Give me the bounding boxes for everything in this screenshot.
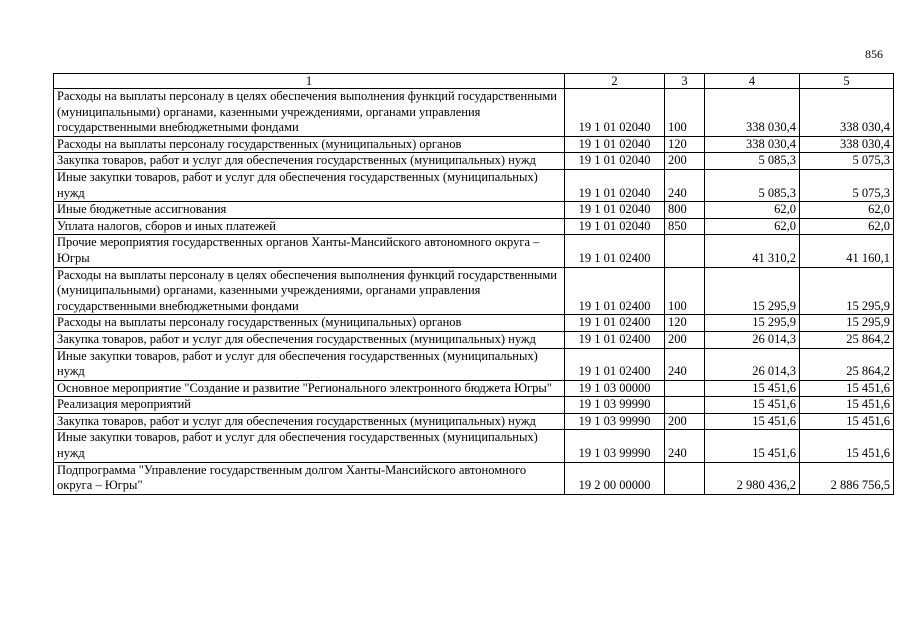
table-row — [54, 430, 894, 462]
row-name-cell: Иные закупки товаров, работ и услуг для обеспечения государственных (муниципальных) нужд — [54, 348, 565, 380]
row-code-cell: 19 1 03 99990 — [565, 397, 665, 414]
row-name-cell: Закупка товаров, работ и услуг для обеспечения государственных (муниципальных) нужд — [54, 331, 565, 348]
budget-table — [53, 73, 894, 495]
row-kind-cell: 100 — [665, 89, 705, 137]
row-name-cell: Иные закупки товаров, работ и услуг для обеспечения государственных (муниципальных) нужд — [54, 430, 565, 462]
row-value-col5-cell: 41 160,1 — [800, 235, 894, 267]
row-value-col4-cell: 15 295,9 — [705, 315, 800, 332]
row-kind-cell: 240 — [665, 430, 705, 462]
row-value-col4-cell: 338 030,4 — [705, 136, 800, 153]
table-row — [54, 89, 894, 137]
row-kind-cell: 200 — [665, 413, 705, 430]
row-value-col5-cell: 15 295,9 — [800, 267, 894, 315]
row-value-col5-cell: 15 451,6 — [800, 430, 894, 462]
row-value-col5-cell: 25 864,2 — [800, 348, 894, 380]
column-header-3: 3 — [665, 74, 705, 89]
table-row — [54, 153, 894, 170]
table-row — [54, 413, 894, 430]
row-code-cell: 19 1 01 02040 — [565, 136, 665, 153]
table-row — [54, 136, 894, 153]
row-code-cell: 19 1 01 02400 — [565, 348, 665, 380]
row-value-col4-cell: 2 980 436,2 — [705, 462, 800, 494]
column-header-1: 1 — [54, 74, 565, 89]
column-header-2: 2 — [565, 74, 665, 89]
row-kind-cell: 200 — [665, 153, 705, 170]
table-row — [54, 202, 894, 219]
row-value-col5-cell: 5 075,3 — [800, 153, 894, 170]
row-kind-cell: 120 — [665, 315, 705, 332]
row-kind-cell: 120 — [665, 136, 705, 153]
header-row — [54, 74, 894, 89]
table-row — [54, 235, 894, 267]
row-name-cell: Прочие мероприятия государственных органов Ханты-Мансийского автономного округа – Югры — [54, 235, 565, 267]
row-kind-cell — [665, 235, 705, 267]
row-code-cell: 19 1 01 02040 — [565, 153, 665, 170]
row-code-cell: 19 1 01 02040 — [565, 169, 665, 201]
row-value-col5-cell: 2 886 756,5 — [800, 462, 894, 494]
row-value-col4-cell: 15 451,6 — [705, 397, 800, 414]
row-kind-cell — [665, 462, 705, 494]
row-name-cell: Уплата налогов, сборов и иных платежей — [54, 218, 565, 235]
row-code-cell: 19 1 03 99990 — [565, 413, 665, 430]
row-code-cell: 19 1 01 02400 — [565, 315, 665, 332]
table-row — [54, 462, 894, 494]
row-value-col5-cell: 15 295,9 — [800, 315, 894, 332]
column-header-4: 4 — [705, 74, 800, 89]
row-name-cell: Расходы на выплаты персоналу государственных (муниципальных) органов — [54, 315, 565, 332]
row-code-cell: 19 1 01 02400 — [565, 331, 665, 348]
table-row — [54, 169, 894, 201]
row-code-cell: 19 1 01 02400 — [565, 267, 665, 315]
row-value-col5-cell: 62,0 — [800, 202, 894, 219]
row-value-col5-cell: 15 451,6 — [800, 413, 894, 430]
row-value-col4-cell: 26 014,3 — [705, 348, 800, 380]
table-row — [54, 348, 894, 380]
row-code-cell: 19 1 01 02400 — [565, 235, 665, 267]
table-body — [54, 89, 894, 495]
row-name-cell: Иные закупки товаров, работ и услуг для обеспечения государственных (муниципальных) нужд — [54, 169, 565, 201]
row-value-col4-cell: 15 451,6 — [705, 430, 800, 462]
row-name-cell: Иные бюджетные ассигнования — [54, 202, 565, 219]
row-value-col4-cell: 26 014,3 — [705, 331, 800, 348]
row-value-col4-cell: 15 451,6 — [705, 413, 800, 430]
row-value-col4-cell: 15 451,6 — [705, 380, 800, 397]
row-value-col4-cell: 338 030,4 — [705, 89, 800, 137]
page-number: 856 — [865, 47, 883, 61]
row-value-col4-cell: 41 310,2 — [705, 235, 800, 267]
row-name-cell: Закупка товаров, работ и услуг для обеспечения государственных (муниципальных) нужд — [54, 153, 565, 170]
row-name-cell: Расходы на выплаты персоналу в целях обеспечения выполнения функций государственными (муниципальными) органами, казенными учреждениями, органами управления государственными внебюджетными фондами — [54, 267, 565, 315]
row-kind-cell: 240 — [665, 348, 705, 380]
row-value-col4-cell: 62,0 — [705, 218, 800, 235]
row-name-cell: Закупка товаров, работ и услуг для обеспечения государственных (муниципальных) нужд — [54, 413, 565, 430]
row-kind-cell: 100 — [665, 267, 705, 315]
row-name-cell: Основное мероприятие "Создание и развитие "Регионального электронного бюджета Югры" — [54, 380, 565, 397]
row-value-col5-cell: 25 864,2 — [800, 331, 894, 348]
row-value-col5-cell: 15 451,6 — [800, 380, 894, 397]
table-row — [54, 380, 894, 397]
row-code-cell: 19 1 03 99990 — [565, 430, 665, 462]
row-value-col5-cell: 15 451,6 — [800, 397, 894, 414]
row-kind-cell — [665, 380, 705, 397]
row-code-cell: 19 1 01 02040 — [565, 202, 665, 219]
row-name-cell: Подпрограмма "Управление государственным долгом Ханты-Мансийского автономного округа – Югры" — [54, 462, 565, 494]
row-kind-cell — [665, 397, 705, 414]
row-value-col5-cell: 338 030,4 — [800, 136, 894, 153]
row-code-cell: 19 1 01 02040 — [565, 89, 665, 137]
table-row — [54, 218, 894, 235]
row-value-col4-cell: 5 085,3 — [705, 153, 800, 170]
row-name-cell: Расходы на выплаты персоналу государственных (муниципальных) органов — [54, 136, 565, 153]
row-code-cell: 19 1 03 00000 — [565, 380, 665, 397]
row-value-col5-cell: 5 075,3 — [800, 169, 894, 201]
row-name-cell: Реализация мероприятий — [54, 397, 565, 414]
row-code-cell: 19 2 00 00000 — [565, 462, 665, 494]
row-value-col4-cell: 15 295,9 — [705, 267, 800, 315]
row-name-cell: Расходы на выплаты персоналу в целях обеспечения выполнения функций государственными (муниципальными) органами, казенными учреждениями, органами управления государственными внебюджетными фондами — [54, 89, 565, 137]
column-header-5: 5 — [800, 74, 894, 89]
row-value-col5-cell: 62,0 — [800, 218, 894, 235]
row-kind-cell: 850 — [665, 218, 705, 235]
table-row — [54, 331, 894, 348]
row-value-col5-cell: 338 030,4 — [800, 89, 894, 137]
row-code-cell: 19 1 01 02040 — [565, 218, 665, 235]
row-kind-cell: 200 — [665, 331, 705, 348]
table-row — [54, 315, 894, 332]
row-kind-cell: 800 — [665, 202, 705, 219]
row-value-col4-cell: 62,0 — [705, 202, 800, 219]
table-row — [54, 267, 894, 315]
row-kind-cell: 240 — [665, 169, 705, 201]
row-value-col4-cell: 5 085,3 — [705, 169, 800, 201]
table-row — [54, 397, 894, 414]
